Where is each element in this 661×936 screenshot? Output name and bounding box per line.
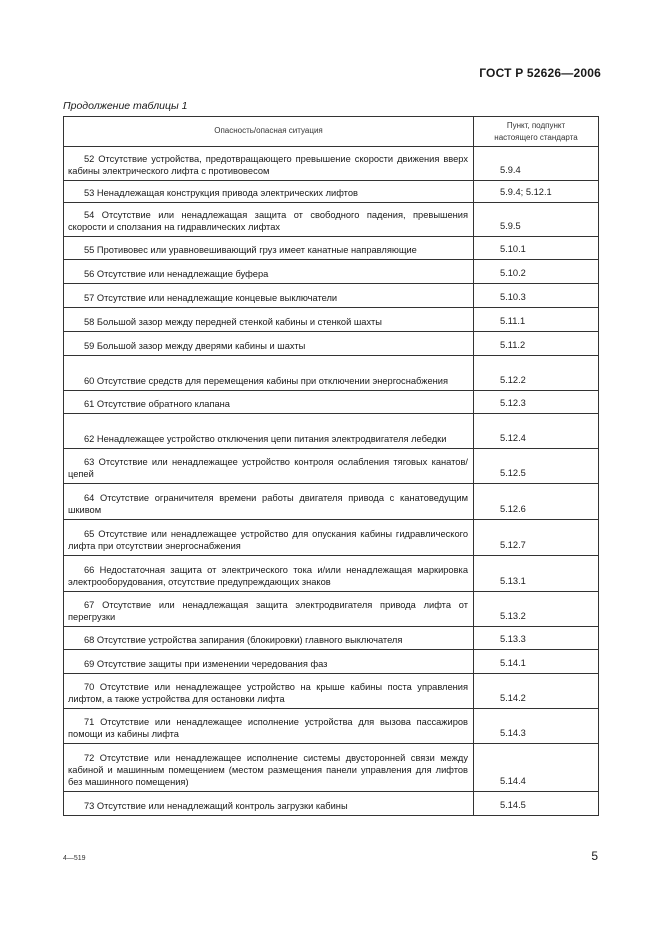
table-row: [64, 414, 599, 449]
hazard-cell: 72 Отсутствие или ненадлежащее исполнение системы двусторонней связи между кабиной и машинным помещением (местом размещения панели управления для лифтов без машинного помещения): [64, 744, 474, 792]
clause-cell: 5.9.5: [474, 203, 599, 237]
clause-cell: 5.14.1: [474, 650, 599, 674]
table-row: [64, 147, 599, 181]
clause-cell: 5.10.2: [474, 260, 599, 284]
clause-cell: 5.12.4: [474, 414, 599, 449]
clause-cell: 5.13.3: [474, 627, 599, 650]
clause-cell: 5.9.4: [474, 147, 599, 181]
table-body: [64, 147, 599, 816]
table-row: [64, 449, 599, 484]
hazard-cell: 56 Отсутствие или ненадлежащие буфера: [64, 260, 474, 284]
table-row: [64, 391, 599, 414]
column-header-hazard: Опасность/опасная ситуация: [64, 117, 474, 147]
hazard-cell: 70 Отсутствие или ненадлежащее устройство на крыше кабины поста управления лифтом, а также устройства для остановки лифта: [64, 674, 474, 709]
table-header-row: [64, 117, 599, 147]
clause-cell: 5.10.1: [474, 237, 599, 260]
hazard-cell: 53 Ненадлежащая конструкция привода электрических лифтов: [64, 181, 474, 203]
clause-cell: 5.12.6: [474, 484, 599, 520]
hazard-cell: 71 Отсутствие или ненадлежащее исполнение устройства для вызова пассажиров помощи из кабины лифта: [64, 709, 474, 744]
hazard-cell: 58 Большой зазор между передней стенкой кабины и стенкой шахты: [64, 308, 474, 332]
hazard-cell: 54 Отсутствие или ненадлежащая защита от свободного падения, превышения скорости и сползания на гидравлических лифтах: [64, 203, 474, 237]
column-header-clause-line1: Пункт, подпункт: [506, 121, 566, 130]
clause-cell: 5.13.1: [474, 556, 599, 592]
table-row: [64, 674, 599, 709]
hazard-cell: 60 Отсутствие средств для перемещения кабины при отключении энергоснабжения: [64, 356, 474, 391]
table-caption: Продолжение таблицы 1: [63, 100, 188, 112]
clause-cell: 5.12.5: [474, 449, 599, 484]
hazard-cell: 57 Отсутствие или ненадлежащие концевые выключатели: [64, 284, 474, 308]
clause-cell: 5.14.2: [474, 674, 599, 709]
clause-cell: 5.14.3: [474, 709, 599, 744]
clause-cell: 5.12.7: [474, 520, 599, 556]
page-number: 5: [591, 849, 598, 863]
table-row: [64, 203, 599, 237]
hazard-table: [63, 116, 599, 816]
clause-cell: 5.10.3: [474, 284, 599, 308]
clause-cell: 5.9.4; 5.12.1: [474, 181, 599, 203]
table-row: [64, 520, 599, 556]
table-row: [64, 709, 599, 744]
table-row: [64, 627, 599, 650]
table-row: [64, 332, 599, 356]
table-row: [64, 308, 599, 332]
hazard-cell: 66 Недостаточная защита от электрического тока и/или ненадлежащая маркировка электрооборудования, отсутствие предупреждающих знаков: [64, 556, 474, 592]
clause-cell: 5.14.4: [474, 744, 599, 792]
clause-cell: 5.12.3: [474, 391, 599, 414]
hazard-cell: 55 Противовес или уравновешивающий груз имеет канатные направляющие: [64, 237, 474, 260]
standard-header: ГОСТ Р 52626—2006: [479, 66, 601, 80]
table-row: [64, 181, 599, 203]
table-row: [64, 356, 599, 391]
hazard-cell: 62 Ненадлежащее устройство отключения цепи питания электродвигателя лебедки: [64, 414, 474, 449]
hazard-cell: 69 Отсутствие защиты при изменении чередования фаз: [64, 650, 474, 674]
table-row: [64, 237, 599, 260]
table-row: [64, 744, 599, 792]
hazard-cell: 52 Отсутствие устройства, предотвращающего превышение скорости движения вверх кабины электрического лифта с противовесом: [64, 147, 474, 181]
table-row: [64, 556, 599, 592]
table-row: [64, 484, 599, 520]
hazard-cell: 65 Отсутствие или ненадлежащее устройство для опускания кабины гидравлического лифта при отсутствии энергоснабжения: [64, 520, 474, 556]
table-row: [64, 260, 599, 284]
footer-code: 4—519: [63, 855, 86, 862]
column-header-clause-line2: настоящего стандарта: [494, 133, 578, 142]
hazard-cell: 64 Отсутствие ограничителя времени работы двигателя привода с канатоведущим шкивом: [64, 484, 474, 520]
clause-cell: 5.12.2: [474, 356, 599, 391]
clause-cell: 5.11.2: [474, 332, 599, 356]
clause-cell: 5.11.1: [474, 308, 599, 332]
hazard-cell: 68 Отсутствие устройства запирания (блокировки) главного выключателя: [64, 627, 474, 650]
hazard-cell: 73 Отсутствие или ненадлежащий контроль загрузки кабины: [64, 792, 474, 816]
clause-cell: 5.14.5: [474, 792, 599, 816]
column-header-clause: [474, 117, 599, 147]
table-row: [64, 792, 599, 816]
table-row: [64, 592, 599, 627]
clause-cell: 5.13.2: [474, 592, 599, 627]
hazard-cell: 61 Отсутствие обратного клапана: [64, 391, 474, 414]
hazard-cell: 63 Отсутствие или ненадлежащее устройство контроля ослабления тяговых канатов/цепей: [64, 449, 474, 484]
hazard-cell: 59 Большой зазор между дверями кабины и шахты: [64, 332, 474, 356]
table-row: [64, 284, 599, 308]
table-row: [64, 650, 599, 674]
hazard-cell: 67 Отсутствие или ненадлежащая защита электродвигателя привода лифта от перегрузки: [64, 592, 474, 627]
